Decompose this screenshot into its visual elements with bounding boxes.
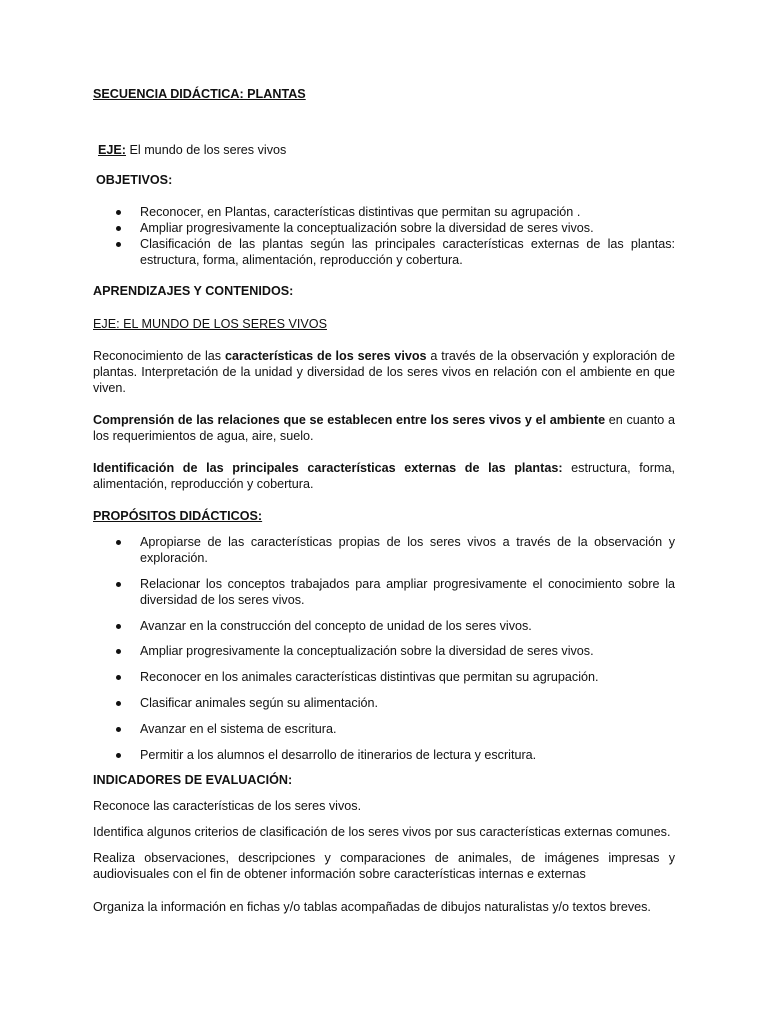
list-item: Avanzar en la construcción del concepto de unidad de los seres vivos. [113, 618, 675, 634]
list-item: Permitir a los alumnos el desarrollo de itinerarios de lectura y escritura. [113, 747, 675, 763]
objetivos-heading: OBJETIVOS: [96, 173, 173, 187]
list-item: Clasificar animales según su alimentación. [113, 695, 675, 711]
aprendizajes-heading: APRENDIZAJES Y CONTENIDOS: [93, 284, 294, 298]
aprendizajes-paragraph-2 [93, 412, 675, 444]
indicador-item: Realiza observaciones, descripciones y comparaciones de animales, de imágenes impresas y audiovisuales con el fin de obtener información sobre características internas e externas [93, 851, 675, 881]
eje-text: El mundo de los seres vivos [126, 143, 287, 157]
propositos-heading: PROPÓSITOS DIDÁCTICOS: [93, 509, 263, 523]
list-item: Ampliar progresivamente la conceptualización sobre la diversidad de seres vivos. [113, 643, 675, 659]
list-item: Relacionar los conceptos trabajados para ampliar progresivamente el conocimiento sobre la diversidad de los seres vivos. [113, 576, 675, 608]
indicador-item: Organiza la información en fichas y/o tablas acompañadas de dibujos naturalistas y/o textos breves. [93, 900, 651, 914]
paragraph-text: a través de la observación y exploración de plantas. Interpretación de la unidad y diversidad de los seres vivos en relación con el ambiente en que viven. [93, 349, 675, 395]
propositos-list [113, 534, 675, 772]
eje-label: EJE: [98, 143, 126, 157]
paragraph-text: en cuanto a los requerimientos de agua, aire, suelo. [93, 413, 675, 443]
paragraph-text: estructura, forma, alimentación, reproducción y cobertura. [93, 461, 675, 491]
list-item: Reconocer, en Plantas, características distintivas que permitan su agrupación . [113, 204, 675, 220]
indicador-item: Identifica algunos criterios de clasificación de los seres vivos por sus características externas comunes. [93, 825, 671, 839]
list-item: Clasificación de las plantas según las principales características externas de las plantas: estructura, forma, alimentación, reproducción y cobertura. [113, 236, 675, 268]
list-item: Ampliar progresivamente la conceptualización sobre la diversidad de seres vivos. [113, 220, 675, 236]
paragraph-bold: Comprensión de las relaciones que se establecen entre los seres vivos y el ambiente [93, 413, 606, 427]
list-item: Avanzar en el sistema de escritura. [113, 721, 675, 737]
paragraph-bold: Identificación de las principales características externas de las plantas: [93, 461, 563, 475]
aprendizajes-paragraph-3 [93, 460, 675, 492]
aprendizajes-paragraph-1 [93, 348, 675, 396]
aprendizajes-subheading: EJE: EL MUNDO DE LOS SERES VIVOS [93, 317, 327, 331]
paragraph-bold: características de los seres vivos [224, 349, 427, 363]
document-title: SECUENCIA DIDÁCTICA: PLANTAS [93, 87, 306, 101]
objetivos-list [113, 204, 675, 268]
paragraph-text: Reconocimiento de las [93, 349, 225, 363]
indicadores-heading: INDICADORES DE EVALUACIÓN: [93, 773, 293, 787]
indicador-item: Reconoce las características de los seres vivos. [93, 799, 362, 813]
eje-line [98, 142, 680, 158]
list-item: Reconocer en los animales características distintivas que permitan su agrupación. [113, 669, 675, 685]
list-item: Apropiarse de las características propias de los seres vivos a través de la observación y exploración. [113, 534, 675, 566]
